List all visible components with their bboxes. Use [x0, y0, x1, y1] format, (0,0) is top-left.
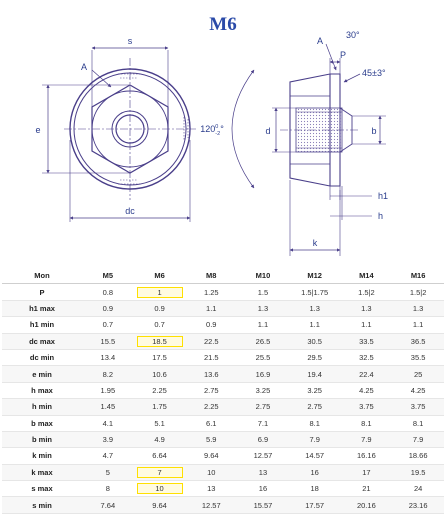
table-cell: 6.9 — [237, 431, 289, 447]
table-cell: 14.57 — [289, 448, 341, 464]
table-cell: 9.64 — [134, 497, 186, 513]
table-cell: 1.1 — [289, 317, 341, 333]
label-h1: h1 — [378, 191, 389, 201]
table-cell: 25 — [392, 366, 444, 382]
table-cell: 2.75 — [237, 399, 289, 415]
label-s: s — [127, 36, 133, 46]
label-angle-30: 30° — [346, 30, 360, 40]
label-a-left: A — [80, 62, 88, 72]
angle-arc — [232, 70, 254, 188]
table-cell: 6.1 — [185, 415, 237, 431]
table-cell: 1.1 — [237, 317, 289, 333]
table-cell: 0.9 — [134, 300, 186, 316]
table-cell: 3.25 — [237, 382, 289, 398]
highlighted-cell-value: 1 — [137, 287, 183, 298]
col-header-m8: M8 — [185, 268, 237, 284]
table-cell: 0.8 — [82, 284, 134, 300]
table-cell: 13 — [185, 481, 237, 497]
table-cell: 17 — [341, 464, 393, 480]
table-cell: 1.5|2 — [341, 284, 393, 300]
highlighted-cell-value: 10 — [137, 483, 183, 494]
table-row — [2, 349, 444, 365]
table-cell: 3.25 — [289, 382, 341, 398]
table-cell: 21.5 — [185, 349, 237, 365]
table-cell: 26.5 — [237, 333, 289, 349]
table-row — [2, 317, 444, 333]
highlighted-cell-value: 7 — [137, 467, 183, 478]
table-cell: 7.9 — [392, 431, 444, 447]
table-cell: 18.66 — [392, 448, 444, 464]
table-cell: 15.5 — [82, 333, 134, 349]
angle-tolerance-upper: 0 — [215, 124, 219, 130]
row-label: s max — [2, 481, 82, 497]
table-cell: 24 — [392, 481, 444, 497]
table-cell — [134, 464, 186, 480]
table-cell: 13.4 — [82, 349, 134, 365]
table-cell: 4.9 — [134, 431, 186, 447]
table-row — [2, 382, 444, 398]
table-cell: 1.1 — [392, 317, 444, 333]
table-cell: 1.3 — [237, 300, 289, 316]
table-cell: 29.5 — [289, 349, 341, 365]
row-label: k min — [2, 448, 82, 464]
table-cell: 0.9 — [82, 300, 134, 316]
table-cell: 16.9 — [237, 366, 289, 382]
table-cell: 0.9 — [185, 317, 237, 333]
table-cell: 30.5 — [289, 333, 341, 349]
row-label: b min — [2, 431, 82, 447]
table-cell: 23.16 — [392, 497, 444, 513]
table-cell: 18 — [289, 481, 341, 497]
table-row — [2, 415, 444, 431]
table-row — [2, 399, 444, 415]
row-label: b max — [2, 415, 82, 431]
table-row — [2, 481, 444, 497]
table-cell — [134, 481, 186, 497]
table-cell: 1.45 — [82, 399, 134, 415]
table-cell: 12.57 — [185, 497, 237, 513]
table-cell: 4.25 — [341, 382, 393, 398]
table-cell: 1.1 — [341, 317, 393, 333]
table-cell: 7.9 — [341, 431, 393, 447]
table-cell: 19.4 — [289, 366, 341, 382]
row-label: h max — [2, 382, 82, 398]
table-cell: 32.5 — [341, 349, 393, 365]
table-cell: 4.1 — [82, 415, 134, 431]
table-cell: 1.3 — [392, 300, 444, 316]
table-cell: 17.57 — [289, 497, 341, 513]
table-cell: 35.5 — [392, 349, 444, 365]
label-e: e — [35, 125, 41, 135]
table-cell — [134, 284, 186, 300]
table-cell: 2.25 — [185, 399, 237, 415]
table-cell: 9.64 — [185, 448, 237, 464]
table-cell: 2.75 — [289, 399, 341, 415]
front-view-labels — [35, 36, 135, 216]
table-header-row — [2, 268, 444, 284]
table-cell: 8.2 — [82, 366, 134, 382]
table-cell: 1.1 — [185, 300, 237, 316]
table-cell: 1.5 — [237, 284, 289, 300]
table-cell: 8.1 — [341, 415, 393, 431]
table-cell: 19.5 — [392, 464, 444, 480]
table-cell: 3.9 — [82, 431, 134, 447]
label-d: d — [265, 126, 271, 136]
table-cell: 1.5|2 — [392, 284, 444, 300]
label-chamfer: 45±3° — [362, 68, 386, 78]
table-row — [2, 333, 444, 349]
table-cell: 13.6 — [185, 366, 237, 382]
table-cell: 3.75 — [392, 399, 444, 415]
table-cell: 2.75 — [185, 382, 237, 398]
row-label: k max — [2, 464, 82, 480]
col-header-m10: M10 — [237, 268, 289, 284]
table-row — [2, 497, 444, 513]
table-body — [2, 284, 444, 513]
row-label: h min — [2, 399, 82, 415]
row-label: dc max — [2, 333, 82, 349]
col-header-m14: M14 — [341, 268, 393, 284]
table-cell: 6.64 — [134, 448, 186, 464]
table-cell: 7.64 — [82, 497, 134, 513]
table-cell: 17.5 — [134, 349, 186, 365]
label-p: P — [339, 50, 347, 60]
angle-degree: ° — [220, 124, 224, 134]
table-cell: 10.6 — [134, 366, 186, 382]
angle-value: 120 — [200, 124, 216, 134]
table-cell: 21 — [341, 481, 393, 497]
table-cell: 0.7 — [134, 317, 186, 333]
table-cell: 2.25 — [134, 382, 186, 398]
row-label: dc min — [2, 349, 82, 365]
table-cell: 22.4 — [341, 366, 393, 382]
col-header-m12: M12 — [289, 268, 341, 284]
col-header-m5: M5 — [82, 268, 134, 284]
page-title: M6 — [209, 14, 237, 35]
col-header-m16: M16 — [392, 268, 444, 284]
table-cell: 36.5 — [392, 333, 444, 349]
table-row — [2, 464, 444, 480]
table-row — [2, 448, 444, 464]
table-cell: 16 — [237, 481, 289, 497]
table-cell: 1.95 — [82, 382, 134, 398]
label-a-right: A — [316, 36, 324, 46]
table-cell: 1.3 — [341, 300, 393, 316]
table-cell: 8 — [82, 481, 134, 497]
table-cell: 4.25 — [392, 382, 444, 398]
table-cell: 1.75 — [134, 399, 186, 415]
col-header-m6: M6 — [134, 268, 186, 284]
highlighted-cell-value: 18.5 — [137, 336, 183, 347]
label-b: b — [371, 126, 377, 136]
table-cell: 15.57 — [237, 497, 289, 513]
table-cell — [134, 333, 186, 349]
angle-tolerance-lower: -2 — [215, 131, 221, 137]
row-label: P — [2, 284, 82, 300]
label-k: k — [312, 238, 318, 248]
table-cell: 16 — [289, 464, 341, 480]
table-cell: 33.5 — [341, 333, 393, 349]
table-cell: 5.9 — [185, 431, 237, 447]
table-cell: 3.75 — [341, 399, 393, 415]
table-cell: 25.5 — [237, 349, 289, 365]
table-cell: 8.1 — [392, 415, 444, 431]
table-row — [2, 300, 444, 316]
table-cell: 10 — [185, 464, 237, 480]
table-cell: 7.1 — [237, 415, 289, 431]
table-cell: 5 — [82, 464, 134, 480]
table-cell: 13 — [237, 464, 289, 480]
label-h: h — [378, 211, 384, 221]
table-cell: 20.16 — [341, 497, 393, 513]
row-label: h1 max — [2, 300, 82, 316]
label-dc: dc — [125, 206, 135, 216]
table-row — [2, 431, 444, 447]
col-header-mon: Mon — [2, 268, 82, 284]
row-label: h1 min — [2, 317, 82, 333]
table-cell: 5.1 — [134, 415, 186, 431]
front-view — [42, 48, 196, 222]
table-cell: 1.25 — [185, 284, 237, 300]
table-cell: 8.1 — [289, 415, 341, 431]
table-row — [2, 284, 444, 300]
table-row — [2, 366, 444, 382]
table-cell: 1.5|1.75 — [289, 284, 341, 300]
table-cell: 0.7 — [82, 317, 134, 333]
table-cell: 1.3 — [289, 300, 341, 316]
table-cell: 16.16 — [341, 448, 393, 464]
row-label: e min — [2, 366, 82, 382]
table-cell: 4.7 — [82, 448, 134, 464]
table-cell: 7.9 — [289, 431, 341, 447]
dimension-table — [2, 268, 444, 514]
svg-text:1200-2° — [200, 124, 224, 137]
row-label: s min — [2, 497, 82, 513]
table-cell: 12.57 — [237, 448, 289, 464]
table-cell: 22.5 — [185, 333, 237, 349]
